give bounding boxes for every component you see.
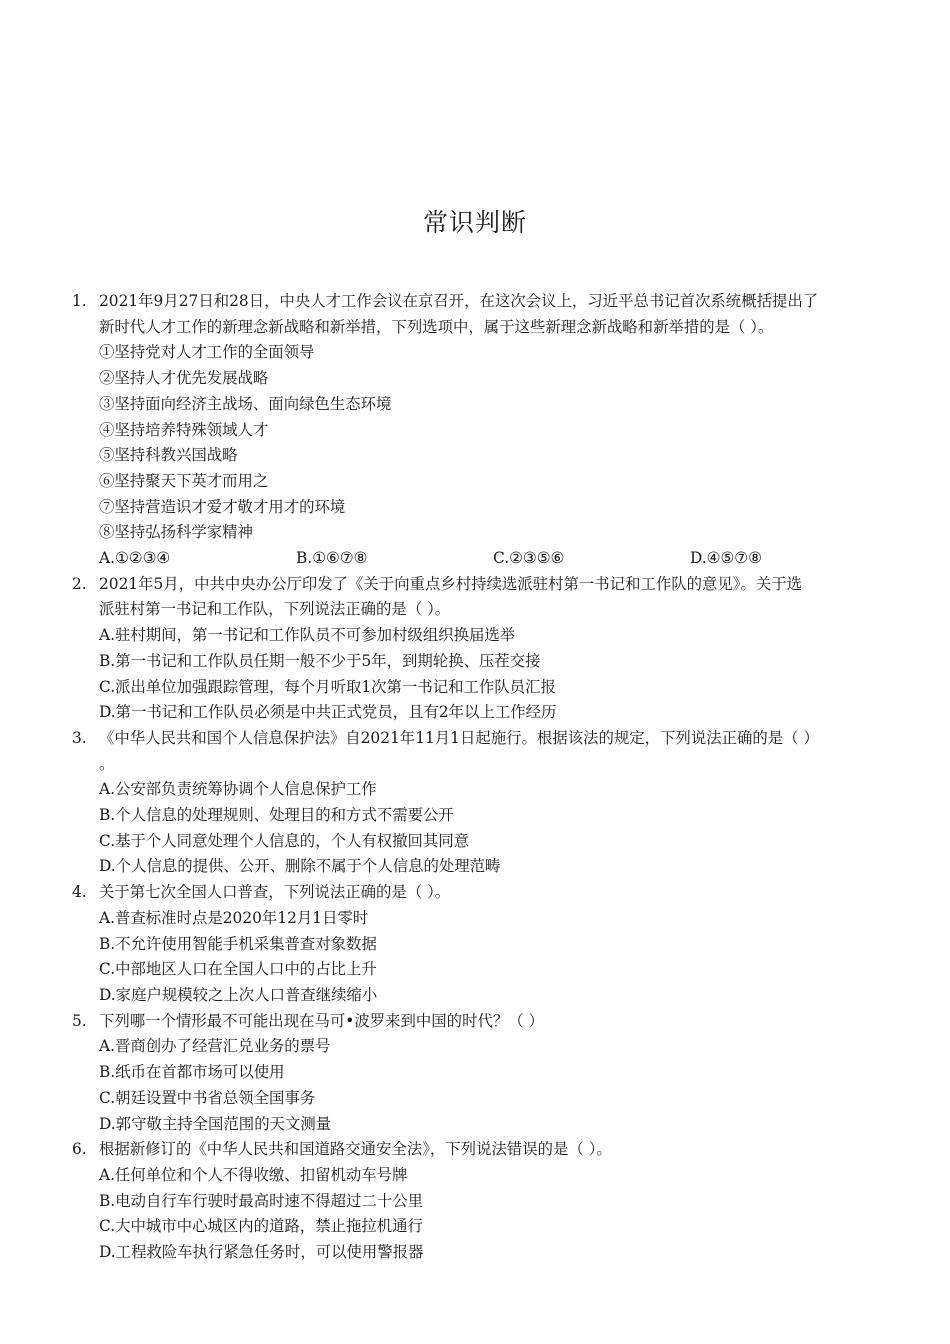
statement-item: ⑥坚持聚天下英才而用之: [99, 471, 269, 490]
option-a: A.驻村期间，第一书记和工作队员不可参加村级组织换届选举: [99, 626, 516, 645]
question-body: [99, 1009, 872, 1138]
option-b: B.个人信息的处理规则、处理目的和方式不需要公开: [99, 806, 454, 825]
option-a: A.普查标准时点是2020年12月1日零时: [99, 908, 369, 927]
question-number: 5.: [72, 1011, 87, 1030]
question-stem-line: 2021年9月27日和28日，中央人才工作会议在京召开，在这次会议上，习近平总书记首次系统概括提出了: [99, 292, 819, 310]
statement-item: ⑧坚持弘扬科学家精神: [99, 523, 253, 542]
statement-item: ④坚持培养特殊领域人才: [99, 420, 269, 439]
question-number: 4.: [72, 883, 87, 902]
option-c: C.大中城市中心城区内的道路，禁止拖拉机通行: [99, 1217, 423, 1236]
question-body: [99, 880, 872, 1009]
option-b: B.不允许使用智能手机采集普查对象数据: [99, 934, 377, 953]
question-number: 1.: [72, 292, 87, 310]
statement-item: ③坚持面向经济主战场、面向绿色生态环境: [99, 394, 392, 413]
option-d: D.④⑤⑦⑧: [690, 549, 762, 568]
option-a: A.任何单位和个人不得收缴、扣留机动车号牌: [99, 1165, 408, 1184]
question-stem-line: 根据新修订的《中华人民共和国道路交通安全法》，下列说法错误的是（ ）。: [99, 1140, 612, 1159]
option-a: A.公安部负责统筹协调个人信息保护工作: [99, 780, 377, 799]
question-number: 6.: [72, 1140, 87, 1159]
question-body: [99, 572, 872, 726]
option-row: [99, 546, 887, 572]
question-stem-line: 《中华人民共和国个人信息保护法》自2021年11月1日起施行。根据该法的规定，下列说法正确的是（ ）: [99, 728, 819, 747]
option-c: C.中部地区人口在全国人口中的占比上升: [99, 960, 377, 979]
question-body: [99, 1137, 872, 1266]
question-body: [99, 726, 872, 880]
question-stem-line: 关于第七次全国人口普查，下列说法正确的是（ ）。: [99, 883, 451, 902]
option-d: D.郭守敬主持全国范围的天文测量: [99, 1114, 332, 1133]
question-stem-line: 新时代人才工作的新理念新战略和新举措，下列选项中，属于这些新理念新战略和新举措的是（ ）。: [99, 317, 774, 336]
question-2: [72, 572, 872, 726]
question-number: 3.: [72, 728, 87, 747]
option-b: B.电动自行车行驶时最高时速不得超过二十公里: [99, 1191, 424, 1210]
option-d: D.家庭户规模较之上次人口普查继续缩小: [99, 985, 378, 1004]
question-4: [72, 880, 872, 1009]
question-number: 2.: [72, 574, 87, 593]
question-stem-line: 下列哪一个情形最不可能出现在马可•波罗来到中国的时代？（ ）: [99, 1011, 544, 1030]
option-c: C.朝廷设置中书省总领全国事务: [99, 1088, 316, 1107]
option-a: A.晋商创办了经营汇兑业务的票号: [99, 1037, 331, 1056]
question-stem-line: 2021年5月，中共中央办公厅印发了《关于向重点乡村持续选派驻村第一书记和工作队的意见》。关于选: [99, 574, 803, 593]
option-d: D.第一书记和工作队员必须是中共正式党员，且有2年以上工作经历: [99, 703, 557, 722]
page-title: 常识判断: [422, 208, 527, 237]
question-1: [72, 289, 872, 572]
question-5: [72, 1009, 872, 1138]
question-body: [99, 289, 887, 572]
option-b: B.①⑥⑦⑧: [296, 549, 368, 568]
statement-item: ①坚持党对人才工作的全面领导: [99, 343, 315, 362]
question-3: [72, 726, 872, 880]
question-6: [72, 1137, 872, 1266]
question-list: [72, 289, 872, 1266]
option-c: C.派出单位加强跟踪管理，每个月听取1次第一书记和工作队员汇报: [99, 677, 556, 696]
question-stem-line: 。: [99, 754, 115, 773]
option-b: B.纸币在首都市场可以使用: [99, 1063, 285, 1082]
question-stem-line: 派驻村第一书记和工作队，下列说法正确的是（ ）。: [99, 600, 451, 619]
option-c: C.基于个人同意处理个人信息的，个人有权撤回其同意: [99, 831, 470, 850]
option-c: C.②③⑤⑥: [493, 549, 565, 568]
option-a: A.①②③④: [99, 549, 171, 568]
option-b: B.第一书记和工作队员任期一般不少于5年，到期轮换、压茬交接: [99, 651, 541, 670]
option-d: D.个人信息的提供、公开、删除不属于个人信息的处理范畴: [99, 857, 501, 876]
statement-item: ②坚持人才优先发展战略: [99, 369, 269, 388]
statement-item: ⑦坚持营造识才爱才敬才用才的环境: [99, 497, 346, 516]
option-d: D.工程救险车执行紧急任务时，可以使用警报器: [99, 1243, 424, 1262]
statement-item: ⑤坚持科教兴国战略: [99, 446, 238, 465]
